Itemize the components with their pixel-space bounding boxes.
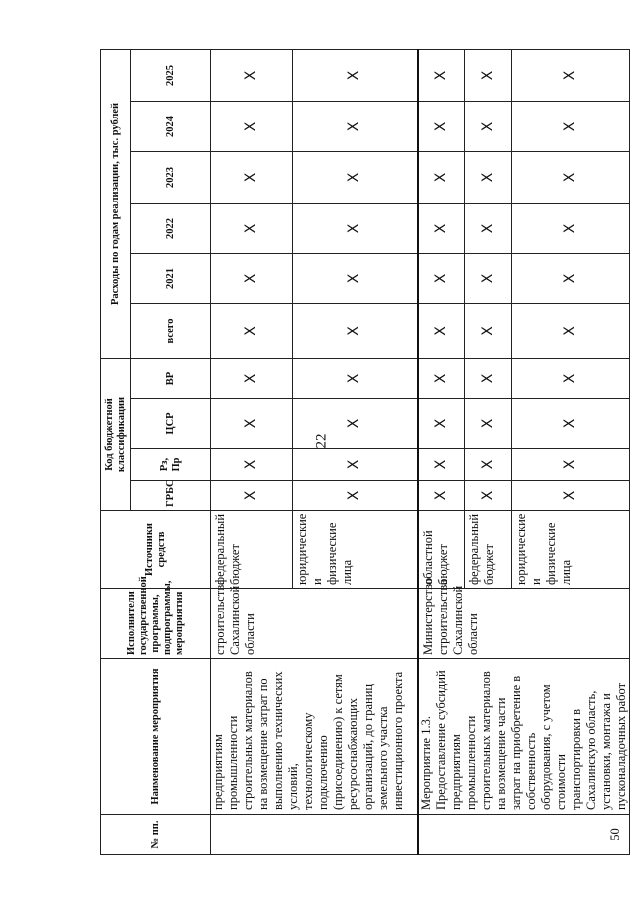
header-2025: 2025 bbox=[131, 49, 211, 101]
header-grbs: ГРБС bbox=[131, 481, 211, 511]
x-mark: Х bbox=[211, 358, 293, 398]
header-rzpr: Рз, Пр bbox=[131, 449, 211, 481]
x-mark: Х bbox=[293, 151, 418, 203]
budget-table bbox=[100, 49, 630, 855]
x-mark: Х bbox=[512, 49, 630, 101]
row-exec-cell: строительства Сахалинской области bbox=[211, 589, 418, 659]
x-mark: Х bbox=[211, 203, 293, 253]
x-mark: Х bbox=[512, 101, 630, 151]
header-name: Наименование мероприятия bbox=[101, 659, 211, 815]
x-mark: Х bbox=[512, 449, 630, 481]
x-mark: Х bbox=[418, 101, 465, 151]
x-mark: Х bbox=[418, 253, 465, 303]
header-2023: 2023 bbox=[131, 151, 211, 203]
x-mark: Х bbox=[512, 481, 630, 511]
header-total: всего bbox=[131, 303, 211, 358]
x-mark: Х bbox=[512, 303, 630, 358]
x-mark: Х bbox=[211, 101, 293, 151]
table-row bbox=[211, 49, 293, 854]
x-mark: Х bbox=[293, 358, 418, 398]
x-mark: Х bbox=[418, 449, 465, 481]
row-source-cell: юридические и физические лица bbox=[293, 511, 418, 589]
header-kbk: Код бюджетной классификации bbox=[101, 358, 131, 510]
x-mark: Х bbox=[512, 253, 630, 303]
row-exec-cell: Министерство строительства Сахалинской области bbox=[418, 589, 630, 659]
x-mark: Х bbox=[293, 101, 418, 151]
row-name-cell: Мероприятие 1.3. Предоставление субсидий предприятиям промышленности строительных материалов на возмещение части затрат на приобретение в собственность оборудования, с учетом стоимости транспортировки в Сахалинскую область, установки, монтажа и пусконаладочных работ bbox=[418, 659, 630, 815]
row-num-cell: 50 bbox=[418, 815, 630, 855]
x-mark: Х bbox=[211, 399, 293, 449]
x-mark: Х bbox=[512, 399, 630, 449]
x-mark: Х bbox=[465, 399, 512, 449]
header-expenses: Расходы по годам реализации, тыс. рублей bbox=[101, 49, 131, 358]
x-mark: Х bbox=[465, 449, 512, 481]
header-exec: Исполнители государственной программы, подпрограммы, мероприятия bbox=[101, 589, 211, 659]
header-2022: 2022 bbox=[131, 203, 211, 253]
x-mark: Х bbox=[465, 203, 512, 253]
header-2024: 2024 bbox=[131, 101, 211, 151]
x-mark: Х bbox=[465, 151, 512, 203]
x-mark: Х bbox=[465, 49, 512, 101]
x-mark: Х bbox=[293, 253, 418, 303]
x-mark: Х bbox=[293, 449, 418, 481]
x-mark: Х bbox=[465, 253, 512, 303]
header-num: № пп. bbox=[101, 815, 211, 855]
x-mark: Х bbox=[293, 49, 418, 101]
x-mark: Х bbox=[293, 481, 418, 511]
x-mark: Х bbox=[512, 358, 630, 398]
row-name-cell: предприятиям промышленности строительных материалов на возмещение затрат по выполнению технических условий, технологическому подключению (присоединению) к сетям ресурсоснабжающих организаций, до границ земельного участка инвестиционного проекта bbox=[211, 659, 418, 815]
row-source-cell: областной бюджет bbox=[418, 511, 465, 589]
table-row bbox=[418, 49, 465, 854]
x-mark: Х bbox=[293, 203, 418, 253]
x-mark: Х bbox=[211, 481, 293, 511]
x-mark: Х bbox=[211, 49, 293, 101]
x-mark: Х bbox=[512, 203, 630, 253]
header-vr: ВР bbox=[131, 358, 211, 398]
x-mark: Х bbox=[211, 151, 293, 203]
x-mark: Х bbox=[418, 358, 465, 398]
x-mark: Х bbox=[211, 303, 293, 358]
row-num-cell bbox=[211, 815, 418, 855]
x-mark: Х bbox=[418, 481, 465, 511]
x-mark: Х bbox=[211, 253, 293, 303]
x-mark: Х bbox=[211, 449, 293, 481]
page-number: 22 bbox=[313, 433, 330, 449]
x-mark: Х bbox=[465, 481, 512, 511]
x-mark: Х bbox=[465, 101, 512, 151]
x-mark: Х bbox=[418, 399, 465, 449]
header-source: Источники средств bbox=[101, 511, 211, 589]
header-csr: ЦСР bbox=[131, 399, 211, 449]
rotated-table-container bbox=[100, 50, 630, 855]
x-mark: Х bbox=[293, 399, 418, 449]
row-source-cell: федеральный бюджет bbox=[211, 511, 293, 589]
header-2021: 2021 bbox=[131, 253, 211, 303]
x-mark: Х bbox=[418, 49, 465, 101]
row-source-cell: юридические и физические лица bbox=[512, 511, 630, 589]
x-mark: Х bbox=[418, 151, 465, 203]
x-mark: Х bbox=[418, 203, 465, 253]
x-mark: Х bbox=[418, 303, 465, 358]
row-source-cell: федеральный бюджет bbox=[465, 511, 512, 589]
x-mark: Х bbox=[465, 358, 512, 398]
x-mark: Х bbox=[293, 303, 418, 358]
x-mark: Х bbox=[465, 303, 512, 358]
x-mark: Х bbox=[512, 151, 630, 203]
